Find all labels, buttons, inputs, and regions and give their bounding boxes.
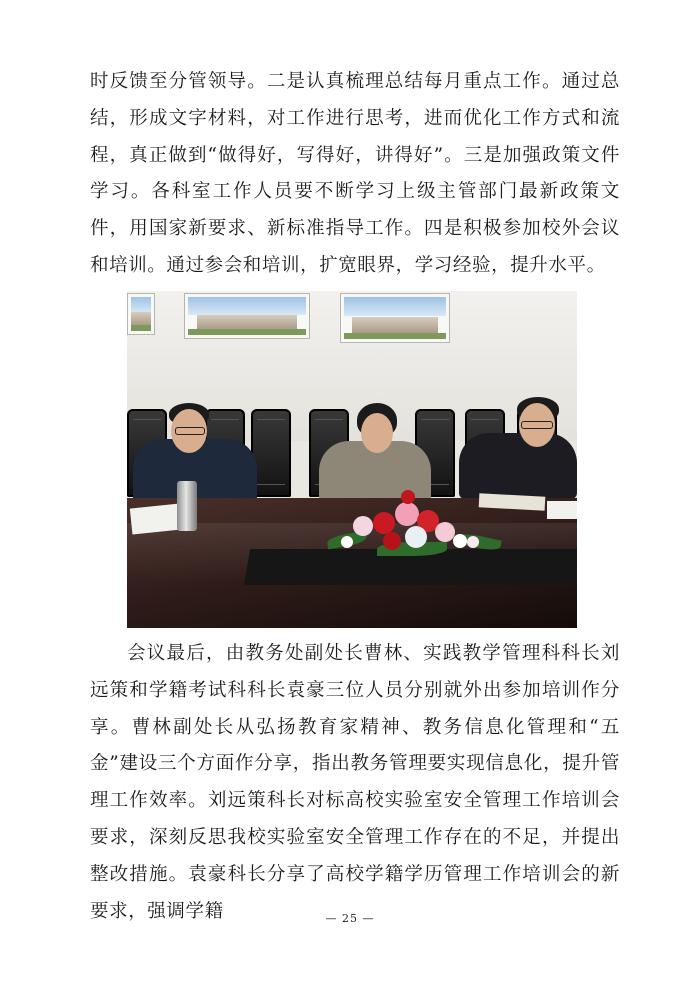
thermos-cup [177, 481, 197, 531]
wall-poster [184, 293, 310, 339]
flower-arrangement [317, 476, 507, 566]
meeting-photo [127, 291, 577, 628]
body-paragraph-bottom: 会议最后，由教务处副处长曹林、实践教学管理科科长刘远策和学籍考试科科长袁豪三位人员分别就外出参加培训作分享。曹林副处长从弘扬教育家精神、教务信息化管理和“五金”建设三个方面作分享，指出教务管理要实现信息化，提升管理工作效率。刘远策科长对标高校实验室安全管理工作培训会要求，深刻反思我校实验室安全管理工作存在的不足，并提出整改措施。袁豪科长分享了高校学籍学历管理工作培训会的新要求，强调学籍 [90, 643, 620, 922]
body-paragraph-top: 时反馈至分管领导。二是认真梳理总结每月重点工作。通过总结，形成文字材料，对工作进行思考，进而优化工作方式和流程，真正做到“做得好，写得好，讲得好”。三是加强政策文件学习。各科室工作人员要不断学习上级主管部门最新政策文件，用国家新要求、新标准指导工作。四是积极参加校外会议和培训。通过参会和培训，扩宽眼界，学习经验，提升水平。 [90, 71, 620, 276]
wall-poster [127, 293, 155, 335]
paper [130, 503, 182, 534]
wall-poster [340, 293, 450, 343]
paper [547, 501, 577, 519]
page-number: — 25 — [325, 912, 375, 925]
